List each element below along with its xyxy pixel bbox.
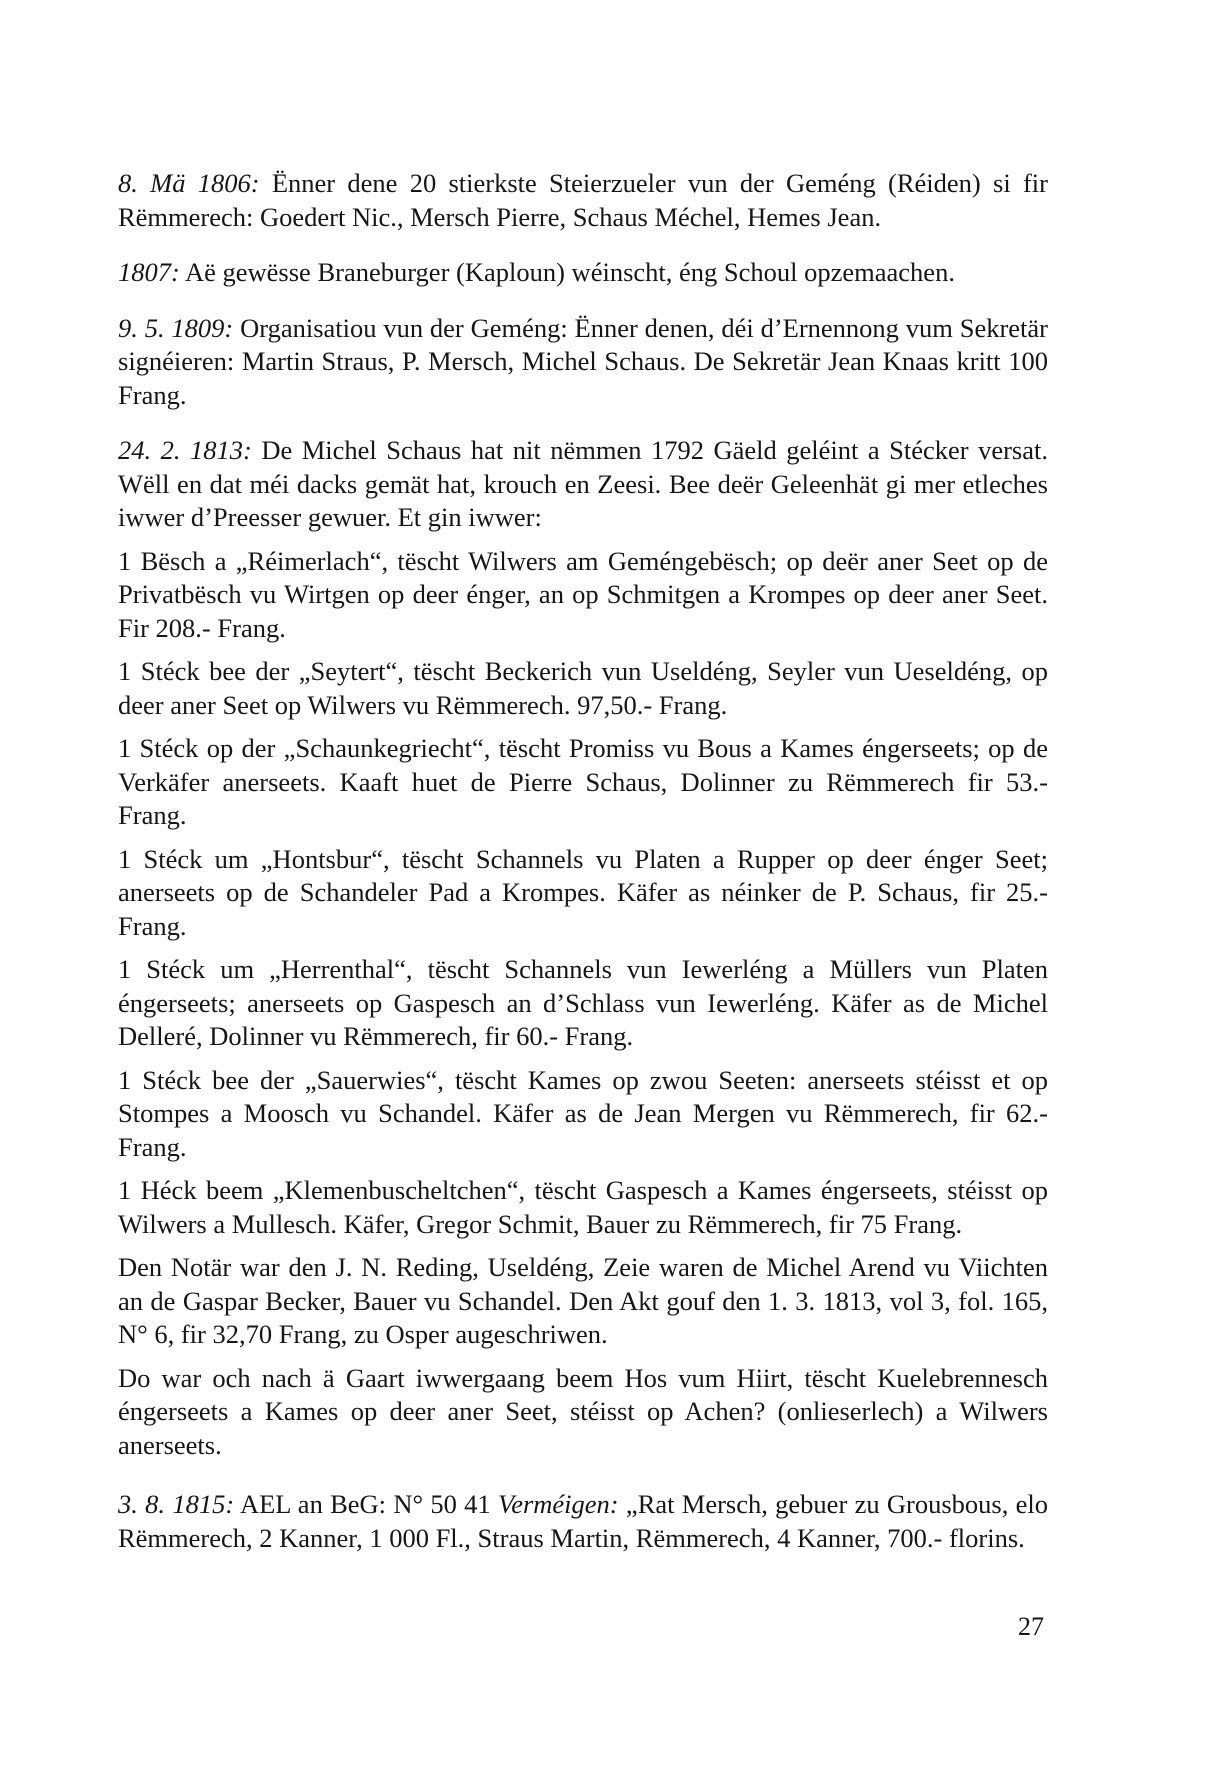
entry-text: De Michel Schaus hat nit nëmmen 1792 Gäeld geléint a Stécker versat. Wëll en dat méi dacks gemät hat, krouch en Zeesi. Bee deër Geleenhät gi mer etleches iwwer d’Preesser gewuer. Et gin iwwer: — [118, 435, 1048, 532]
entry-text: AEL an BeG: N° 50 41 — [234, 1489, 498, 1519]
entry-date: 1807: — [118, 257, 180, 287]
emphasis-word: Verméigen: — [497, 1489, 619, 1519]
entry-text: Organisatiou vun der Geméng: Ënner denen, déi d’Ernennong vum Sekretär signéieren: Martin Straus, P. Mersch, Michel Schaus. De Sekretär Jean Knaas kritt 100 Frang. — [118, 312, 1048, 410]
entry-date: 24. 2. 1813: — [118, 435, 252, 465]
property-item-seytert: 1 Stéck bee der „Seytert“, tëscht Beckerich vun Useldéng, Seyler vun Ueseldéng, op deer aner Seet op Wilwers vu Rëmmerech. 97,50.- Frang. — [118, 656, 1048, 720]
entry-1806 — [118, 167, 1048, 234]
page-number: 27 — [1018, 1612, 1044, 1641]
notary-paragraph: Den Notär war den J. N. Reding, Useldéng, Zeie waren de Michel Arend vu Viichten an de Gaspar Becker, Bauer vu Schandel. Den Akt gouf den 1. 3. 1813, vol 3, fol. 165, N° 6, fir 32,70 Frang, zu Osper augeschriwen. — [118, 1252, 1048, 1349]
property-item-hontsbur: 1 Stéck um „Hontsbur“, tëscht Schannels vu Platen a Rupper op deer énger Seet; anerseets op de Schandeler Pad a Krompes. Käfer as néinker de P. Schaus, fir 25.- Frang. — [118, 843, 1048, 941]
entry-date: 9. 5. 1809: — [118, 312, 234, 343]
entry-date: 8. Mä 1806: — [118, 168, 260, 198]
property-item-herrenthal: 1 Stéck um „Herrenthal“, tëscht Schannels vun Iewerléng a Müllers vun Platen éngerseets; anerseets op Gaspesch an d’Schlass vun Iewerléng. Käfer as de Michel Delleré, Dolinner vu Rëmmerech, fir 60.- Frang. — [118, 954, 1048, 1051]
entry-1813-intro — [118, 434, 1048, 535]
entry-text: „Rat Mersch, gebuer zu Grousbous, elo Rëmmerech, 2 Kanner, 1 000 Fl., Straus Martin, Rëmmerech, 4 Kanner, 700.- florins. — [118, 1489, 1048, 1553]
entry-1809 — [118, 312, 1048, 413]
entry-date: 3. 8. 1815: — [118, 1489, 235, 1519]
entry-1807 — [118, 256, 1048, 290]
garden-paragraph: Do war och nach ä Gaart iwwergaang beem Hos vum Hiirt, tëscht Kuelebrennesch éngerseets a Kames op deer aner Seet, stéisst op Achen? (onlieserlech) a Wilwers anerseets. — [118, 1362, 1048, 1460]
page-body — [118, 167, 1048, 1577]
property-item-sauerwies: 1 Stéck bee der „Sauerwies“, tëscht Kames op zwou Seeten: anerseets stéisst et op Stompes a Moosch vu Schandel. Käfer as de Jean Mergen vu Rëmmerech, fir 62.- Frang. — [118, 1064, 1048, 1162]
entry-text: Ënner dene 20 stierkste Steierzueler vun der Geméng (Réiden) si fir Rëmmerech: Goedert Nic., Mersch Pierre, Schaus Méchel, Hemes Jean. — [118, 168, 1048, 232]
property-item-klemenbuscheltchen: 1 Héck beem „Klemenbuscheltchen“, tëscht Gaspesch a Kames éngerseets, stéisst op Wilwers a Mullesch. Käfer, Gregor Schmit, Bauer zu Rëmmerech, fir 75 Frang. — [118, 1175, 1048, 1239]
property-item-reimerlach: 1 Bësch a „Réimerlach“, tëscht Wilwers am Geméngebësch; op deër aner Seet op de Privatbësch vu Wirtgen op deer énger, an op Schmitgen a Krompes op deer aner Seet. Fir 208.- Frang. — [118, 545, 1048, 643]
entry-1815 — [118, 1488, 1048, 1555]
property-item-schaunkegriecht: 1 Stéck op der „Schaunkegriecht“, tëscht Promiss vu Bous a Kames éngerseets; op de Verkäfer anerseets. Kaaft huet de Pierre Schaus, Dolinner zu Rëmmerech fir 53.- Frang. — [118, 733, 1048, 830]
entry-text: Aë gewësse Braneburger (Kaploun) wéinscht, éng Schoul opzemaachen. — [179, 257, 955, 287]
